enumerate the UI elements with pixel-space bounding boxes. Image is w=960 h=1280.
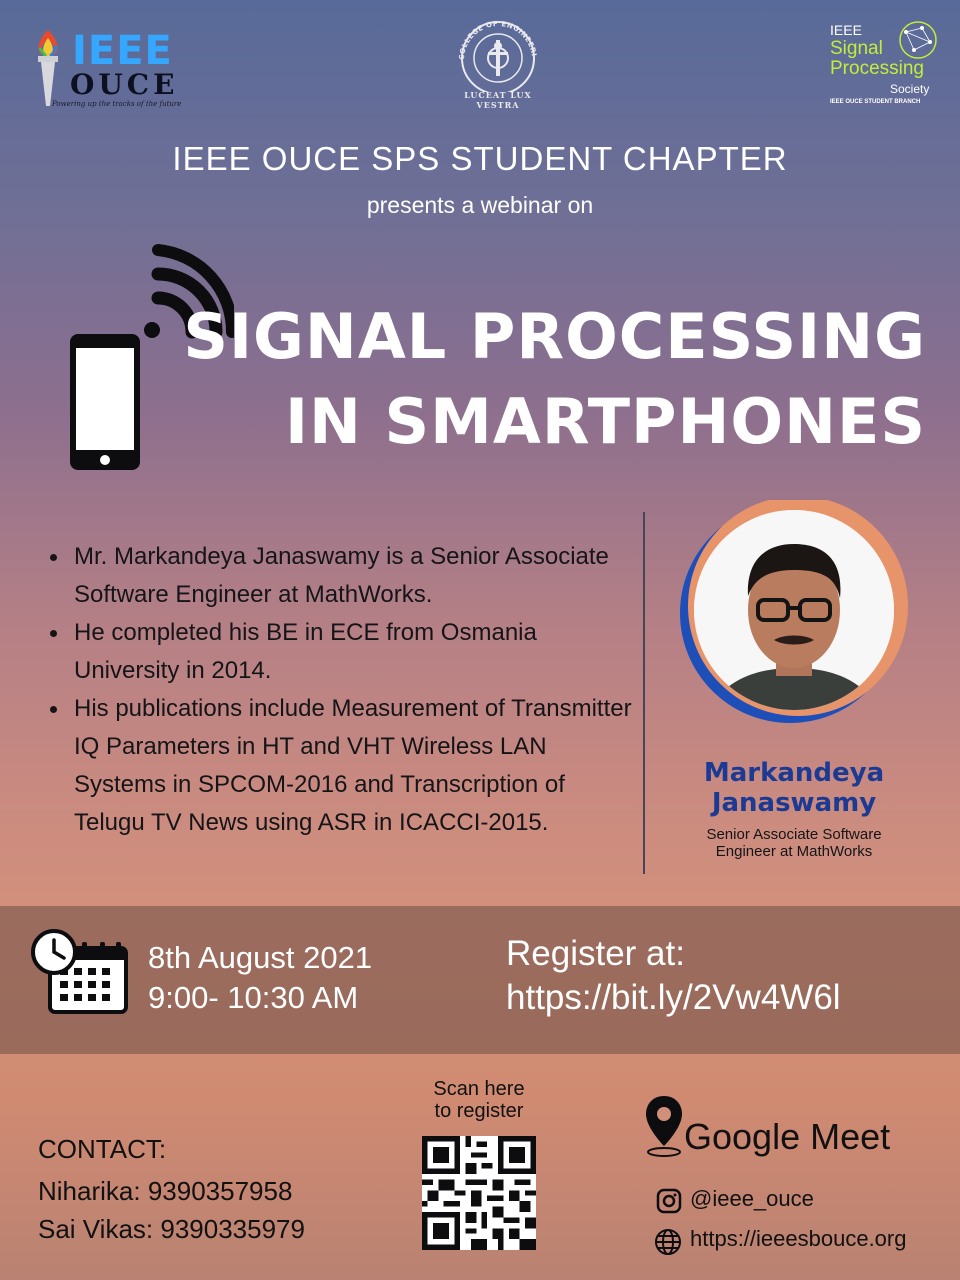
network-globe-icon	[896, 18, 940, 62]
college-motto: LUCEAT LUX VESTRA	[464, 90, 532, 110]
vertical-divider	[643, 512, 645, 874]
sps-logo-ieee: IEEE	[830, 22, 862, 38]
college-seal-icon	[444, 16, 552, 92]
speaker-role-line2: Engineer at MathWorks	[715, 843, 873, 860]
location-pin-icon	[644, 1094, 684, 1158]
instagram-handle[interactable]: @ieee_ouce	[690, 1186, 814, 1211]
sps-logo-society: Society	[890, 82, 930, 96]
ieee-tagline: Powering up the tracks of the future	[52, 100, 182, 108]
platform-name: Google Meet	[684, 1116, 891, 1157]
ieee-ouce-logo	[28, 26, 188, 112]
sps-logo-processing: Processing	[830, 58, 924, 79]
contact-person-2: Sai Vikas: 9390335979	[38, 1214, 305, 1244]
speaker-bio-list	[44, 538, 634, 842]
sps-logo-signal: Signal	[830, 38, 883, 59]
bio-item: His publications include Measurement of Transmitter IQ Parameters in HT and VHT Wireless LAN Systems in SPCOM-2016 and Transcription of Telugu TV News using ASR in ICACCI-2015.	[44, 690, 634, 842]
bio-item: Mr. Markandeya Janaswamy is a Senior Associate Software Engineer at MathWorks.	[44, 538, 634, 614]
contact-person-1: Niharika: 9390357958	[38, 1176, 293, 1206]
sps-logo-branch: IEEE OUCE STUDENT BRANCH	[830, 99, 921, 105]
speaker-name	[660, 758, 928, 818]
speaker-role-line1: Senior Associate Software	[706, 826, 882, 843]
speaker-role	[660, 826, 928, 860]
webinar-title-line1: SIGNAL PROCESSING	[183, 300, 926, 373]
speaker-last-name: Janaswamy	[711, 788, 877, 818]
speaker-first-name: Markandeya	[703, 758, 885, 788]
globe-icon	[654, 1228, 682, 1256]
instagram-icon	[656, 1188, 682, 1214]
ouce-wordmark: OUCE	[70, 68, 179, 101]
register-label: Register at:	[506, 934, 685, 973]
presents-subtitle: presents a webinar on	[366, 192, 594, 218]
scan-line-1: Scan here	[433, 1078, 525, 1100]
website-link[interactable]: https://ieeesbouce.org	[690, 1226, 907, 1251]
scan-instructions	[420, 1078, 538, 1122]
ieee-sps-logo	[830, 18, 942, 110]
scan-line-2: to register	[434, 1100, 524, 1122]
calendar-clock-icon	[30, 928, 130, 1018]
bio-item: He completed his BE in ECE from Osmania University in 2014.	[44, 614, 634, 690]
event-time: 9:00- 10:30 AM	[148, 980, 359, 1015]
college-emblem	[444, 16, 552, 108]
register-link[interactable]: https://bit.ly/2Vw4W6l	[506, 978, 841, 1017]
chapter-title: IEEE OUCE SPS STUDENT CHAPTER	[172, 140, 788, 177]
ieee-wordmark: IEEE	[72, 28, 173, 74]
qr-code[interactable]	[422, 1136, 536, 1250]
contact-heading: CONTACT:	[38, 1134, 167, 1164]
event-date: 8th August 2021	[148, 940, 373, 975]
webinar-title-line2: IN SMARTPHONES	[284, 385, 926, 458]
speaker-photo	[666, 500, 914, 726]
college-ring-text: COLLEGE OF ENGINEERI	[457, 19, 538, 61]
